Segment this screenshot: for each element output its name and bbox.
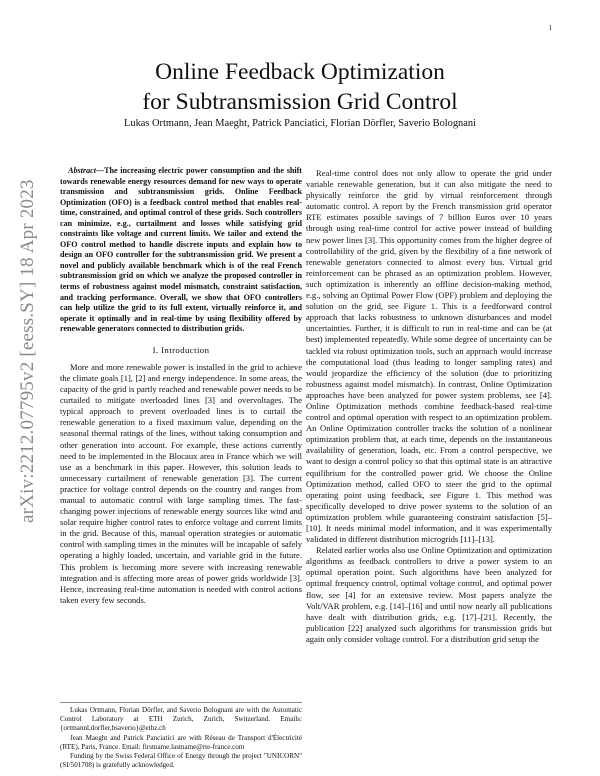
arxiv-watermark: arXiv:2212.07795v2 [eess.SY] 18 Apr 2023: [17, 179, 38, 523]
intro-paragraph-2: Real-time control does not only allow to operate the grid under variable renewable generation, but it can also mitigate the need to physically reinforce the grid by virtual reinforcement through automatic control. A report by the French transmission grid operator RTE estimates possible savings of 7 billion Euros over 10 years through using real-time control for active power instead of building new power lines [3]. This opportunity comes from the higher degree of controllability of the grid, given by the flexibility of a fine network of renewable generators connected to almost every bus. Virtual grid reinforcement can be phrased as an optimization problem. However, such optimization is inherently an offline decision-making method, e.g., solving an Optimal Power Flow (OPF) problem and deploying the solution on the grid, see Figure 1. This is a feedforward control approach that lacks robustness to unknown disturbances and model uncertainties. Further, it is difficult to run in real-time and can be (at best) implemented repeatedly. While some degree of uncertainty can be tackled via robust optimization tools, such an approach would increase the computational load (thus leading to longer sampling rates) and would jeopardize the efficiency of the solution (due to prioritizing robustness against model mismatch). In contrast, Online Optimization approaches have been analyzed for power system problems, see [4]. Online Optimization methods combine feedback-based real-time control and optimal operation with respect to an optimization problem. An Online Optimization controller tracks the solution of a nonlinear optimization problem that, at each time, depends on the instantaneous availability of generation, loads, etc. From a control perspective, we want to design a control policy so that this optimal state is an attractive equilibrium for the controlled power grid. We choose the Online Optimization method, called OFO to steer the grid to the optimal operating point using feedback, see Figure 1. This method was specifically developed to drive power systems to the solution of an optimization problem while guaranteeing constraint satisfaction [5]–[10]. It needs minimal model information, and it was experimentally validated in different distribution microgrids [11]–[13].: [306, 168, 552, 545]
footnote-affiliation-eth: Lukas Ortmann, Florian Dörfler, and Saverio Bolognani are with the Automatic Control Laboratory at ETH Zurich, Zurich, Switzerland. Emails: {ortmannl,dorfler,bsaverio}@ethz.ch: [60, 706, 302, 733]
title-line-1: Online Feedback Optimization: [155, 59, 445, 85]
intro-paragraph-1: More and more renewable power is installed in the grid to achieve the climate goals [1], [2] and energy independence. In some areas, the capacity of the grid is partly reached and renewable power needs to be curtailed to mitigate overloaded lines [3] and overvoltages. The typical approach to prevent overloaded lines is to curtail the renewable generation to a fixed maximum value, depending on the seasonal thermal ratings of the lines, without taking consumption and other generation into account. For example, these actions currently need to be implemented in the Blocaux area in France which we will use as a benchmark in this paper. However, this solution leads to unnecessary curtailment of renewable generation [3]. The current practice for voltage control depends on the country and ranges from manual to automatic control with large sampling times. The fast-changing power injections of renewable energy sources like wind and solar require higher control rates to enforce voltage and current limits in the grid. Because of this, manual operation strategies or automatic control with sampling times in the minutes will be incapable of safely operating a highly loaded, uncertain, and variable grid in the future. This problem is becoming more severe with increasing renewable integration and is affecting more areas of power grids worldwide [3]. Hence, increasing real-time automation is needed with control actions taken every few seconds.: [60, 361, 302, 605]
left-column: [60, 166, 302, 606]
footnote-funding: Funding by the Swiss Federal Office of Energy through the project "UNICORN" (SI/501708) is gratefully acknowledged.: [60, 752, 302, 770]
footnotes: [60, 702, 302, 770]
title-line-2: for Subtransmission Grid Control: [142, 89, 458, 115]
page-number: 1: [548, 24, 552, 32]
section-heading-introduction: I. Introduction: [152, 344, 210, 355]
abstract-text: —The increasing electric power consumption and the shift towards renewable energy resources demand for new ways to operate transmission and subtransmission grids. Online Feedback Optimization (OFO) is a feedback control method that enables real-time, constrained, and optimal control of these grids. Such controllers can minimize, e.g., curtailment and losses while satisfying grid constraints like voltage and current limits. We tailor and extend the OFO control method to handle discrete inputs and explain how to design an OFO controller for the subtransmission grid. We present a novel and publicly available benchmark which is of the real French subtransmission grid on which we analyze the proposed controller in terms of robustness against model mismatch, constraint satisfaction, and tracking performance. Overall, we show that OFO controllers can help utilize the grid to its full extent, virtually reinforce it, and operate it optimally and in real-time by using flexibility offered by renewable generators connected to distribution grids.: [60, 166, 302, 334]
footnote-affiliation-rte: Jean Maeght and Patrick Panciatici are with Réseau de Transport d'Électricité (RTE), Paris, France. Email: firstname.lastname@rte-france.com: [60, 733, 302, 751]
abstract-label: Abstract: [68, 166, 96, 175]
paper-title: [80, 57, 520, 117]
abstract: [60, 166, 302, 335]
author-list: Lukas Ortmann, Jean Maeght, Patrick Panciatici, Florian Dörfler, Saverio Bolognani: [124, 118, 476, 129]
intro-paragraph-3: Related earlier works also use Online Optimization and optimization algorithms as feedback controllers to drive a power system to an optimal operation point. Such algorithms have been analyzed for optimal frequency control, optimal voltage control, and optimal power flow, see [4] for an extensive review. Most papers analyze the Volt/VAR problem, e.g. [14]–[16] and until now nearly all publications have dealt with distribution grids, e.g. [17]–[21]. Recently, the publication [22] analyzed such algorithms for transmission grids but again only consider voltage control. For a distribution grid setup the: [306, 545, 552, 644]
right-column: [306, 168, 552, 645]
